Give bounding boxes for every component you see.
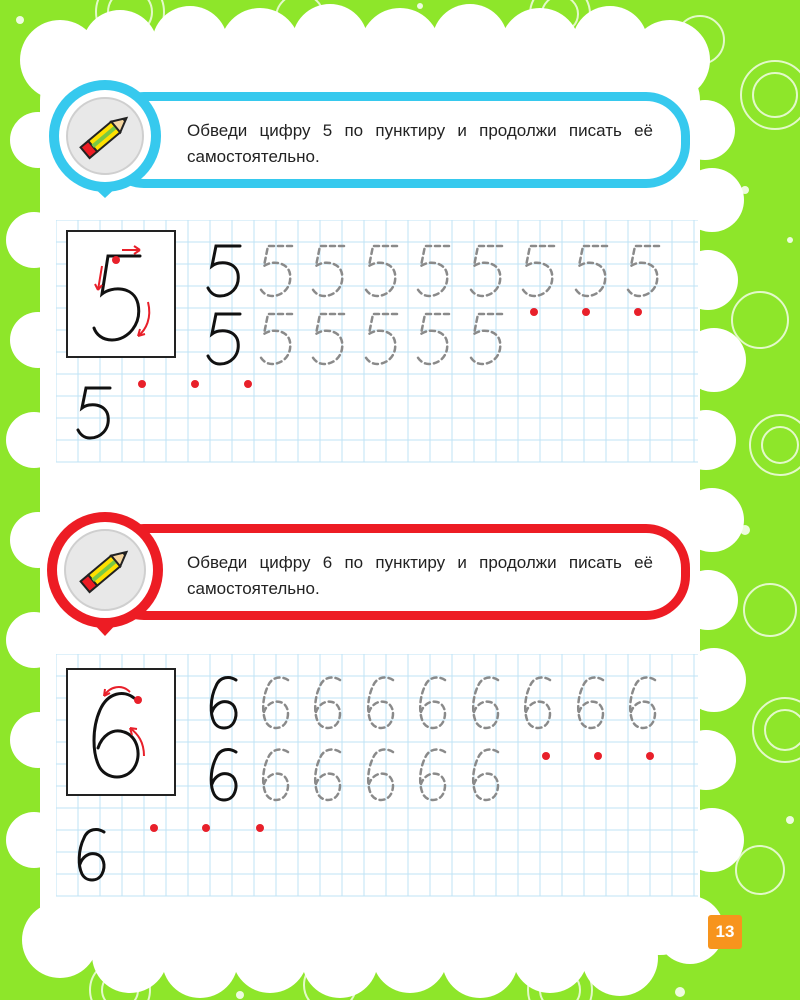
traced-digit (365, 314, 397, 364)
traced-digit (627, 246, 659, 296)
instruction-banner (100, 524, 690, 620)
pencil-badge (40, 80, 170, 220)
start-dot (256, 824, 264, 832)
model-digit (208, 246, 240, 296)
model-digit (211, 750, 236, 800)
traced-digit (420, 750, 445, 800)
traced-digit (420, 678, 445, 728)
traced-digit (575, 246, 607, 296)
trace-rows (40, 230, 700, 490)
traced-digit (315, 750, 340, 800)
traced-digit (473, 750, 498, 800)
start-dot (646, 752, 654, 760)
traced-digit (417, 246, 449, 296)
traced-digit (260, 246, 292, 296)
traced-digit (365, 246, 397, 296)
start-dot (244, 380, 252, 388)
instruction-text: Обведи цифру 5 по пунктиру и продолжи писать её самостоятельно. (187, 121, 653, 166)
start-dot (202, 824, 210, 832)
model-digit (79, 830, 104, 880)
traced-digit (368, 750, 393, 800)
start-dot (594, 752, 602, 760)
traced-digit (630, 678, 655, 728)
traced-digit (578, 678, 603, 728)
trace-rows (40, 662, 700, 922)
traced-digit (473, 678, 498, 728)
traced-digit (312, 314, 344, 364)
pencil-badge (40, 512, 170, 652)
traced-digit (368, 678, 393, 728)
traced-digit (263, 750, 288, 800)
traced-digit (263, 678, 288, 728)
instruction-banner (100, 92, 690, 188)
start-dot (530, 308, 538, 316)
model-digit (208, 314, 240, 364)
traced-digit (312, 246, 344, 296)
page-number: 13 (708, 915, 742, 949)
traced-digit (525, 678, 550, 728)
traced-digit (522, 246, 554, 296)
start-dot (138, 380, 146, 388)
model-digit (78, 388, 110, 438)
traced-digit (260, 314, 292, 364)
traced-digit (470, 246, 502, 296)
traced-digit (417, 314, 449, 364)
instruction-text: Обведи цифру 6 по пунктиру и продолжи писать её самостоятельно. (187, 553, 653, 598)
traced-digit (470, 314, 502, 364)
traced-digit (315, 678, 340, 728)
start-dot (150, 824, 158, 832)
model-digit (211, 678, 236, 728)
start-dot (191, 380, 199, 388)
start-dot (542, 752, 550, 760)
start-dot (634, 308, 642, 316)
start-dot (582, 308, 590, 316)
